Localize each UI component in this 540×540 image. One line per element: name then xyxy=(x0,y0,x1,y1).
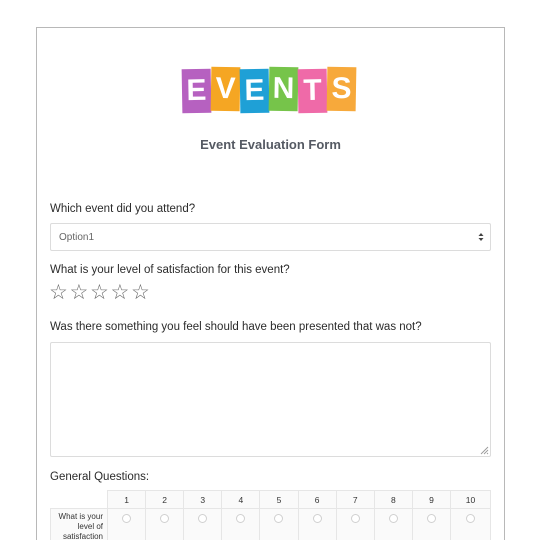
radio-button[interactable] xyxy=(351,514,360,523)
star-icon[interactable]: ☆ xyxy=(49,281,68,304)
matrix-column-header: 1 xyxy=(108,491,146,509)
matrix-column-header: 8 xyxy=(374,491,412,509)
form-title: Event Evaluation Form xyxy=(200,137,341,152)
matrix-column-header: 9 xyxy=(412,491,450,509)
matrix-cell xyxy=(298,509,336,540)
matrix-cell xyxy=(336,509,374,540)
resize-handle-icon[interactable] xyxy=(480,446,489,455)
matrix-cell xyxy=(374,509,412,540)
general-questions-label: General Questions: xyxy=(50,471,150,483)
matrix-column-header: 2 xyxy=(146,491,184,509)
radio-button[interactable] xyxy=(427,514,436,523)
chevron-up-down-icon xyxy=(478,231,484,243)
logo-letter-n: N xyxy=(269,67,299,111)
radio-button[interactable] xyxy=(160,514,169,523)
matrix-cell xyxy=(412,509,450,540)
matrix-cell xyxy=(108,509,146,540)
radio-button[interactable] xyxy=(198,514,207,523)
satisfaction-question-label: What is your level of satisfaction for this event? xyxy=(50,264,290,276)
form-card xyxy=(36,27,505,540)
matrix-column-header: 6 xyxy=(298,491,336,509)
matrix-column-header: 7 xyxy=(336,491,374,509)
radio-button[interactable] xyxy=(274,514,283,523)
matrix-cell xyxy=(146,509,184,540)
event-select-value: Option1 xyxy=(59,232,95,243)
rating-matrix xyxy=(50,490,491,540)
matrix-column-header: 5 xyxy=(260,491,298,509)
matrix-row-label: What is your level of satisfaction xyxy=(51,509,108,540)
matrix-cell xyxy=(184,509,222,540)
matrix-row xyxy=(51,509,491,540)
event-select[interactable] xyxy=(50,223,491,251)
logo-letter-t: T xyxy=(298,69,328,113)
matrix-cell xyxy=(260,509,298,540)
radio-button[interactable] xyxy=(313,514,322,523)
logo-letter-e2: E xyxy=(240,69,270,113)
star-icon[interactable]: ☆ xyxy=(131,281,150,304)
events-logo xyxy=(182,68,356,112)
matrix-corner xyxy=(51,491,108,509)
radio-button[interactable] xyxy=(236,514,245,523)
missing-content-textarea[interactable] xyxy=(50,342,491,457)
logo-letter-e: E xyxy=(182,69,212,113)
matrix-cell xyxy=(222,509,260,540)
star-icon[interactable]: ☆ xyxy=(90,281,109,304)
event-question-label: Which event did you attend? xyxy=(50,203,196,215)
matrix-column-header: 3 xyxy=(184,491,222,509)
star-icon[interactable]: ☆ xyxy=(110,281,130,304)
matrix-header-row xyxy=(51,491,491,509)
radio-button[interactable] xyxy=(122,514,131,523)
matrix-column-header: 10 xyxy=(450,491,490,509)
radio-button[interactable] xyxy=(466,514,475,523)
logo-letter-v: V xyxy=(211,67,241,111)
matrix-column-header: 4 xyxy=(222,491,260,509)
missing-content-question-label: Was there something you feel should have been presented that was not? xyxy=(50,321,422,333)
star-icon[interactable]: ☆ xyxy=(69,281,89,304)
logo-letter-s: S xyxy=(327,67,357,111)
radio-button[interactable] xyxy=(389,514,398,523)
star-rating xyxy=(49,281,152,305)
matrix-cell xyxy=(450,509,490,540)
